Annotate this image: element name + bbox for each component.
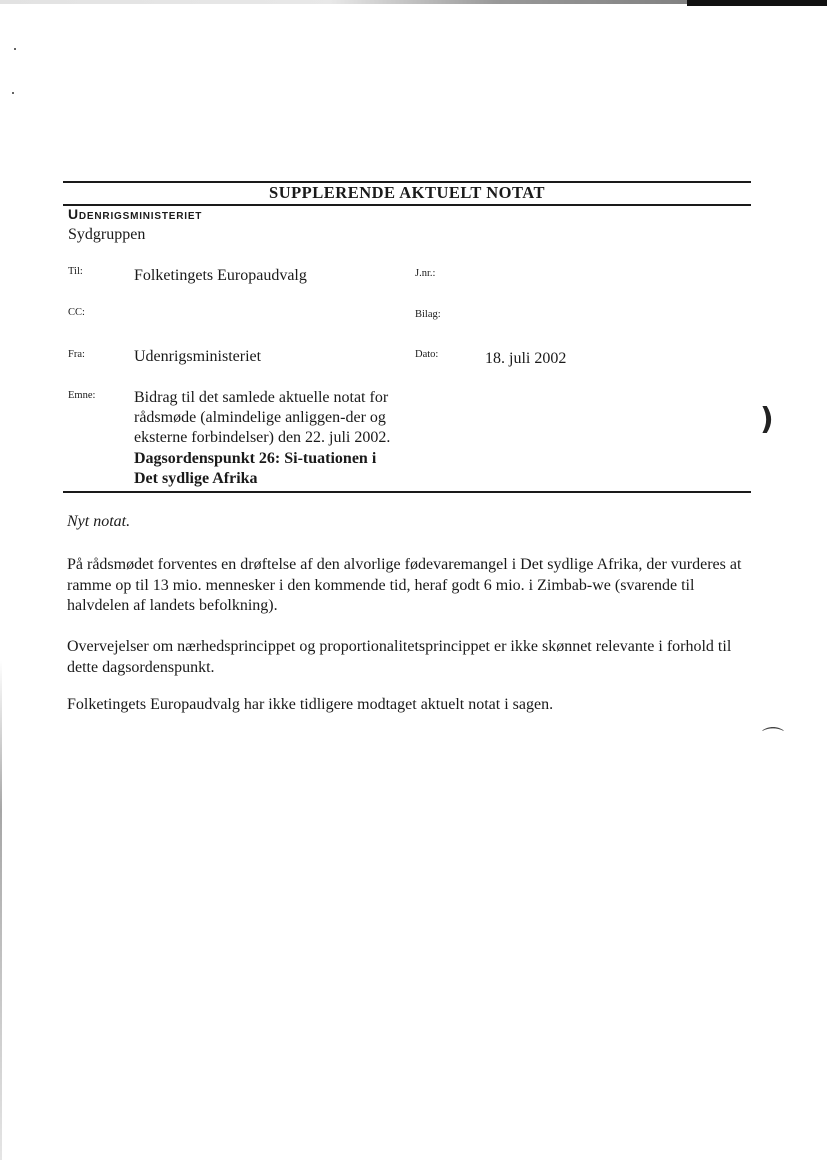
paragraph-2: Overvejelser om nærhedsprincippet og proportionalitetsprincippet er ikke skønnet relevante i forhold til dette dagsordenspunkt. <box>67 638 732 676</box>
fra-value: Udenrigsministeriet <box>134 348 262 365</box>
subject-plain: Bidrag til det samlede aktuelle notat for rådsmøde (almindelige anliggen-der og eksterne forbindelser) den 22. juli 2002. <box>134 389 391 447</box>
document-title: SUPPLERENDE AKTUELT NOTAT <box>269 183 545 202</box>
til-label: Til: <box>68 266 83 277</box>
til-value: Folketingets Europaudvalg <box>134 267 307 284</box>
jnr-label: J.nr.: <box>415 268 436 279</box>
emne-label: Emne: <box>68 390 96 401</box>
header-bottom-rule <box>63 491 751 493</box>
note-type: Nyt notat. <box>67 513 131 530</box>
department-name: Sydgruppen <box>68 226 146 243</box>
scan-edge-left <box>0 660 2 1160</box>
dato-label: Dato: <box>415 349 439 360</box>
scan-edge-top-right <box>687 0 827 6</box>
fra-label: Fra: <box>68 349 85 360</box>
scan-speck <box>12 92 14 94</box>
punch-hole-mark-icon: ⌒ <box>762 727 785 752</box>
cc-label: CC: <box>68 307 85 318</box>
paragraph-1: På rådsmødet forventes en drøftelse af den alvorlige fødevaremangel i Det sydlige Afrika, der vurderes at ramme op til 13 mio. mennesker i den kommende tid, heraf godt 6 mio. i Zimbab-we (svarende til halvdelen af landets befolkning). <box>67 556 742 614</box>
ministry-name: Udenrigsministeriet <box>68 206 203 222</box>
subject-text <box>134 388 404 489</box>
punch-hole-mark-icon: ) <box>760 402 774 437</box>
paragraph-3: Folketingets Europaudvalg har ikke tidligere modtaget aktuelt notat i sagen. <box>67 696 554 713</box>
subject-bold: Dagsordenspunkt 26: Si-tuationen i Det sydlige Afrika <box>134 449 377 487</box>
bilag-label: Bilag: <box>415 309 441 320</box>
dato-value: 18. juli 2002 <box>485 350 567 367</box>
scan-speck <box>14 48 16 50</box>
